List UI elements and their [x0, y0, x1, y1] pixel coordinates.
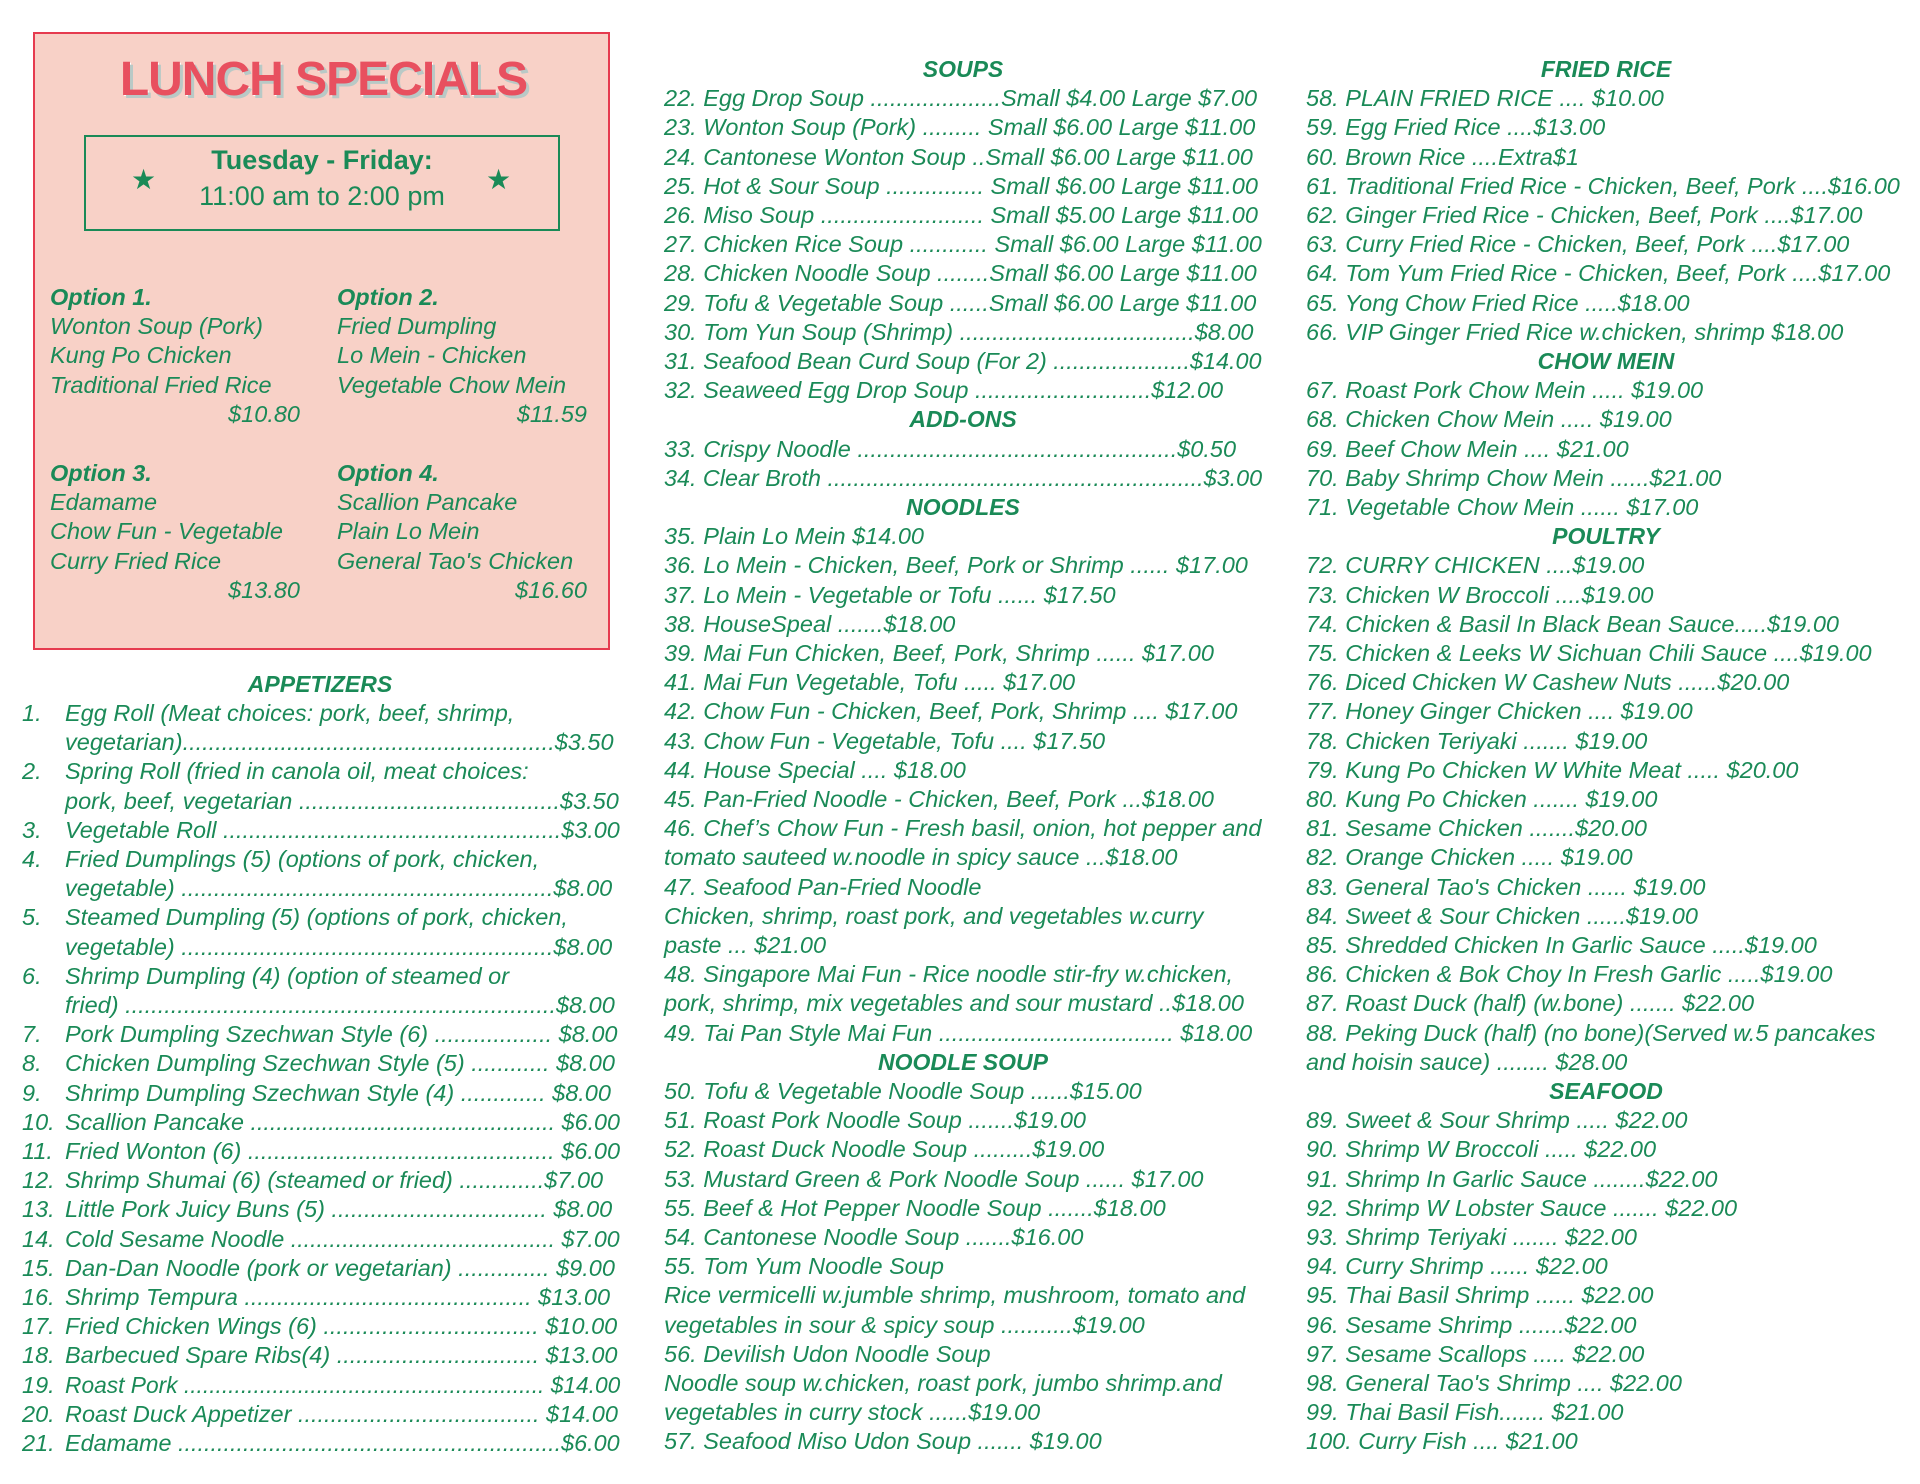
item-number: 12.: [22, 1167, 55, 1194]
menu-item: 58. PLAIN FRIED RICE .... $10.00: [1306, 85, 1664, 112]
menu-item: 86. Chicken & Bok Choy In Fresh Garlic .....$19.00: [1306, 961, 1833, 988]
item-number: 21.: [22, 1430, 55, 1456]
menu-item: fried) ..................................................................$8.00: [65, 992, 615, 1018]
menu-item: Egg Roll (Meat choices: pork, beef, shrimp,: [65, 700, 515, 726]
menu-item: 95. Thai Basil Shrimp ...... $22.00: [1306, 1282, 1654, 1309]
menu-item: vegetable) .........................................................$8.00: [65, 875, 613, 902]
option-price: $10.80: [228, 400, 300, 427]
menu-item: 55. Beef & Hot Pepper Noodle Soup .......$18.00: [664, 1194, 1166, 1221]
menu-item: 66. VIP Ginger Fried Rice w.chicken, shrimp $18.00: [1306, 318, 1844, 345]
item-number: 15.: [22, 1254, 55, 1281]
menu-item: 98. General Tao's Shrimp .... $22.00: [1306, 1370, 1682, 1396]
menu-item: Barbecued Spare Ribs(4) ............................... $13.00: [65, 1342, 618, 1369]
menu-item: Shrimp Shumai (6) (steamed or fried) .............$7.00: [65, 1167, 604, 1194]
menu-item: 23. Wonton Soup (Pork) ......... Small $6.00 Large $11.00: [664, 114, 1256, 141]
menu-item: 51. Roast Pork Noodle Soup .......$19.00: [664, 1107, 1086, 1134]
menu-item: 81. Sesame Chicken .......$20.00: [1306, 815, 1647, 842]
menu-item: 26. Miso Soup ......................... Small $5.00 Large $11.00: [664, 202, 1258, 228]
menu-item: 57. Seafood Miso Udon Soup ....... $19.00: [664, 1428, 1102, 1455]
lunch-time: 11:00 am to 2:00 pm: [199, 181, 445, 211]
menu-item: 36. Lo Mein - Chicken, Beef, Pork or Shrimp ...... $17.00: [664, 552, 1248, 579]
item-number: 2.: [22, 758, 42, 785]
menu-item: 54. Cantonese Noodle Soup .......$16.00: [664, 1224, 1084, 1250]
item-number: 20.: [22, 1400, 55, 1427]
menu-item: 45. Pan-Fried Noodle - Chicken, Beef, Pork ...$18.00: [664, 786, 1214, 812]
menu-item: vegetables in curry stock ......$19.00: [664, 1399, 1041, 1426]
menu-item: 55. Tom Yum Noodle Soup: [664, 1253, 945, 1280]
option-item: Chow Fun - Vegetable: [50, 518, 283, 545]
lunch-specials-title: LUNCH SPECIALS: [119, 53, 528, 106]
option-title: Option 1.: [50, 284, 152, 310]
menu-item: Edamame ...........................................................$6.00: [65, 1430, 620, 1456]
item-number: 10.: [22, 1108, 55, 1135]
section-heading: SEAFOOD: [1549, 1078, 1663, 1104]
option-price: $11.59: [516, 400, 587, 427]
menu-item: 22. Egg Drop Soup ....................Small $4.00 Large $7.00: [664, 85, 1258, 112]
menu-item: 75. Chicken & Leeks W Sichuan Chili Sauce ....$19.00: [1306, 640, 1872, 666]
menu-item: 37. Lo Mein - Vegetable or Tofu ...... $17.50: [664, 581, 1116, 608]
menu-item: 27. Chicken Rice Soup ............ Small $6.00 Large $11.00: [664, 231, 1262, 258]
menu-item: 96. Sesame Shrimp .......$22.00: [1306, 1311, 1637, 1338]
menu-item: Spring Roll (fried in canola oil, meat choices:: [65, 758, 529, 785]
item-number: 18.: [22, 1342, 55, 1369]
menu-item: Chicken, shrimp, roast pork, and vegetables w.curry: [664, 902, 1204, 929]
menu-item: 74. Chicken & Basil In Black Bean Sauce.....$19.00: [1306, 610, 1839, 637]
menu-item: 49. Tai Pan Style Mai Fun .................................... $18.00: [664, 1019, 1253, 1046]
menu-item: vegetables in sour & spicy soup ...........$19.00: [664, 1311, 1145, 1338]
menu-item: 30. Tom Yun Soup (Shrimp) ....................................$8.00: [664, 318, 1254, 345]
menu-item: Shrimp Dumpling (4) (option of steamed or: [65, 962, 510, 989]
menu-item: 25. Hot & Sour Soup ............... Small $6.00 Large $11.00: [664, 172, 1258, 199]
menu-item: 85. Shredded Chicken In Garlic Sauce .....$19.00: [1306, 932, 1817, 958]
menu-item: 73. Chicken W Broccoli ....$19.00: [1306, 581, 1654, 608]
menu-item: 67. Roast Pork Chow Mein ..... $19.00: [1306, 377, 1704, 404]
section-heading: CHOW MEIN: [1537, 348, 1675, 374]
menu-item: 88. Peking Duck (half) (no bone)(Served w.5 pancakes: [1306, 1019, 1876, 1046]
menu-item: paste ... $21.00: [664, 932, 827, 958]
menu-item: 50. Tofu & Vegetable Noodle Soup ......$15.00: [664, 1078, 1142, 1104]
menu-item: Vegetable Roll ....................................................$3.00: [65, 816, 620, 843]
menu-item: 92. Shrimp W Lobster Sauce ....... $22.00: [1306, 1194, 1738, 1221]
menu-item: Fried Dumplings (5) (options of pork, chicken,: [65, 846, 540, 872]
option-title: Option 4.: [337, 460, 439, 486]
section-heading: ADD-ONS: [909, 406, 1017, 433]
item-number: 11.: [22, 1138, 53, 1164]
menu-item: Fried Wonton (6) ............................................... $6.00: [65, 1138, 621, 1164]
option-title: Option 2.: [337, 284, 439, 310]
menu-item: 93. Shrimp Teriyaki ....... $22.00: [1306, 1224, 1637, 1250]
item-number: 9.: [22, 1079, 42, 1106]
menu-item: Little Pork Juicy Buns (5) ................................. $8.00: [65, 1196, 613, 1223]
option-title: Option 3.: [50, 460, 152, 486]
menu-item: 71. Vegetable Chow Mein ...... $17.00: [1306, 494, 1699, 520]
menu-item: 43. Chow Fun - Vegetable, Tofu .... $17.50: [664, 727, 1106, 754]
menu-item: 44. House Special .... $18.00: [664, 756, 966, 783]
section-heading: SOUPS: [922, 56, 1004, 82]
menu-item: 33. Crispy Noodle .................................................$0.50: [664, 435, 1237, 462]
lunch-option-3: [50, 459, 300, 605]
menu-item: and hoisin sauce) ........ $28.00: [1306, 1048, 1628, 1075]
option-price: $16.60: [515, 576, 587, 603]
menu-item: pork, shrimp, mix vegetables and sour mustard ..$18.00: [664, 990, 1244, 1017]
menu-item: 59. Egg Fried Rice ....$13.00: [1306, 114, 1606, 141]
appetizers-heading: APPETIZERS: [247, 671, 393, 697]
menu-item: 77. Honey Ginger Chicken .... $19.00: [1306, 698, 1693, 725]
menu-item: 63. Curry Fried Rice - Chicken, Beef, Pork ....$17.00: [1306, 231, 1850, 258]
menu-item: 87. Roast Duck (half) (w.bone) ....... $22.00: [1306, 990, 1755, 1017]
menu-item: 31. Seafood Bean Curd Soup (For 2) .....................$14.00: [664, 348, 1262, 374]
menu-item: Pork Dumpling Szechwan Style (6) .................. $8.00: [65, 1021, 618, 1048]
section-heading: POULTRY: [1552, 523, 1660, 550]
lunch-option-2: [337, 283, 587, 429]
menu-item: pork, beef, vegetarian ........................................$3.50: [65, 787, 619, 814]
menu-item: 29. Tofu & Vegetable Soup ......Small $6.00 Large $11.00: [664, 289, 1257, 316]
menu-item: 48. Singapore Mai Fun - Rice noodle stir-fry w.chicken,: [664, 961, 1234, 988]
menu-item: 91. Shrimp In Garlic Sauce ........$22.00: [1306, 1165, 1718, 1192]
menu-item: Dan-Dan Noodle (pork or vegetarian) .............. $9.00: [65, 1254, 615, 1281]
menu-item: 64. Tom Yum Fried Rice - Chicken, Beef, Pork ....$17.00: [1306, 260, 1891, 287]
menu-item: 80. Kung Po Chicken ....... $19.00: [1306, 786, 1658, 812]
option-item: Scallion Pancake: [337, 489, 518, 516]
option-item: Wonton Soup (Pork): [50, 313, 263, 340]
menu-item: 79. Kung Po Chicken W White Meat ..... $20.00: [1306, 756, 1799, 783]
menu-item: Scallion Pancake ............................................... $6.00: [65, 1108, 621, 1135]
section-heading: NOODLES: [906, 494, 1020, 520]
star-icon: ★: [131, 164, 157, 195]
menu-item: vegetable) .........................................................$8.00: [65, 933, 613, 960]
option-item: Vegetable Chow Mein: [337, 371, 567, 398]
menu-item: 69. Beef Chow Mein .... $21.00: [1306, 435, 1629, 462]
menu-item: 52. Roast Duck Noodle Soup .........$19.00: [664, 1136, 1105, 1163]
menu-item: 42. Chow Fun - Chicken, Beef, Pork, Shrimp .... $17.00: [664, 698, 1238, 725]
option-item: Lo Mein - Chicken: [337, 342, 527, 369]
section-heading: NOODLE SOUP: [878, 1048, 1048, 1075]
menu-item: 97. Sesame Scallops ..... $22.00: [1306, 1340, 1645, 1367]
menu-item: 78. Chicken Teriyaki ....... $19.00: [1306, 727, 1648, 754]
menu-item: 28. Chicken Noodle Soup ........Small $6.00 Large $11.00: [664, 260, 1257, 287]
menu-item: 62. Ginger Fried Rice - Chicken, Beef, Pork ....$17.00: [1306, 202, 1863, 228]
item-number: 4.: [22, 846, 42, 872]
option-price: $13.80: [228, 576, 300, 603]
option-item: Curry Fried Rice: [50, 547, 222, 574]
menu-item: 65. Yong Chow Fried Rice .....$18.00: [1306, 289, 1690, 316]
menu-item: 72. CURRY CHICKEN ....$19.00: [1306, 552, 1645, 579]
menu-item: 83. General Tao's Chicken ...... $19.00: [1306, 873, 1706, 900]
item-number: 8.: [22, 1050, 42, 1077]
menu-item: Steamed Dumpling (5) (options of pork, chicken,: [65, 904, 568, 931]
lunch-option-1: [50, 283, 300, 429]
menu-item: 82. Orange Chicken ..... $19.00: [1306, 844, 1633, 871]
menu-item: 84. Sweet & Sour Chicken ......$19.00: [1306, 902, 1698, 929]
section-heading: FRIED RICE: [1540, 56, 1672, 82]
menu-item: 76. Diced Chicken W Cashew Nuts ......$20.00: [1306, 669, 1790, 696]
item-number: 17.: [22, 1313, 55, 1340]
item-number: 1.: [22, 700, 42, 726]
menu-item: 90. Shrimp W Broccoli ..... $22.00: [1306, 1136, 1657, 1163]
menu-item: 32. Seaweed Egg Drop Soup ...........................$12.00: [664, 377, 1224, 404]
item-number: 7.: [22, 1021, 42, 1048]
menu-item: 53. Mustard Green & Pork Noodle Soup ...... $17.00: [664, 1165, 1204, 1192]
option-item: Edamame: [50, 489, 158, 516]
menu-item: 46. Chef’s Chow Fun - Fresh basil, onion, hot pepper and: [664, 815, 1262, 842]
menu-item: 61. Traditional Fried Rice - Chicken, Beef, Pork ....$16.00: [1306, 172, 1900, 199]
item-number: 16.: [22, 1284, 55, 1310]
menu-item: tomato sauteed w.noodle in spicy sauce ...$18.00: [664, 844, 1178, 871]
menu-item: 47. Seafood Pan-Fried Noodle: [664, 873, 982, 900]
menu-item: Shrimp Dumpling Szechwan Style (4) ............. $8.00: [65, 1079, 611, 1106]
item-number: 19.: [22, 1371, 55, 1398]
option-item: Kung Po Chicken: [50, 342, 232, 369]
menu-item: 34. Clear Broth ..........................................................$3.00: [664, 464, 1263, 491]
menu-item: 56. Devilish Udon Noodle Soup: [664, 1340, 991, 1367]
menu-item: 100. Curry Fish .... $21.00: [1306, 1428, 1578, 1455]
menu-item: Fried Chicken Wings (6) ................................. $10.00: [65, 1313, 618, 1340]
lunch-days: Tuesday - Friday:: [211, 145, 433, 175]
menu-item: 89. Sweet & Sour Shrimp ..... $22.00: [1306, 1107, 1688, 1134]
item-number: 14.: [22, 1225, 55, 1252]
lunch-specials-box: [33, 32, 610, 650]
menu-item: 24. Cantonese Wonton Soup ..Small $6.00 Large $11.00: [664, 143, 1253, 170]
item-number: 13.: [22, 1196, 55, 1223]
item-number: 3.: [22, 816, 42, 843]
menu-item: 41. Mai Fun Vegetable, Tofu ..... $17.00: [664, 669, 1076, 696]
menu-item: Rice vermicelli w.jumble shrimp, mushroom, tomato and: [664, 1282, 1246, 1309]
item-number: 6.: [22, 962, 42, 989]
option-item: Traditional Fried Rice: [50, 371, 272, 398]
menu-item: 99. Thai Basil Fish....... $21.00: [1306, 1399, 1624, 1426]
option-item: General Tao's Chicken: [337, 547, 574, 574]
menu-item: 38. HouseSpeal .......$18.00: [664, 610, 956, 637]
hours-box: [84, 135, 560, 231]
menu-item: Noodle soup w.chicken, roast pork, jumbo shrimp.and: [664, 1370, 1222, 1396]
lunch-option-4: [337, 459, 587, 605]
option-item: Plain Lo Mein: [337, 518, 480, 545]
menu-item: Shrimp Tempura ............................................ $13.00: [65, 1284, 611, 1310]
option-item: Fried Dumpling: [337, 313, 497, 340]
menu-item: 35. Plain Lo Mein $14.00: [664, 523, 924, 550]
star-icon: ★: [486, 164, 512, 195]
menu-item: 68. Chicken Chow Mein ..... $19.00: [1306, 406, 1672, 433]
menu-item: 39. Mai Fun Chicken, Beef, Pork, Shrimp ...... $17.00: [664, 640, 1214, 666]
item-number: 5.: [22, 904, 42, 931]
menu-item: 94. Curry Shrimp ...... $22.00: [1306, 1253, 1608, 1280]
menu-item: Roast Pork ......................................................... $14.00: [65, 1371, 621, 1398]
menu-item: vegetarian).........................................................$3.50: [65, 729, 614, 756]
menu-item: Cold Sesame Noodle ......................................... $7.00: [65, 1225, 620, 1252]
menu-item: 60. Brown Rice ....Extra$1: [1306, 143, 1579, 170]
menu-item: Chicken Dumpling Szechwan Style (5) ............ $8.00: [65, 1050, 615, 1077]
menu-item: 70. Baby Shrimp Chow Mein ......$21.00: [1306, 464, 1722, 491]
menu-item: Roast Duck Appetizer ..................................... $14.00: [65, 1400, 618, 1427]
